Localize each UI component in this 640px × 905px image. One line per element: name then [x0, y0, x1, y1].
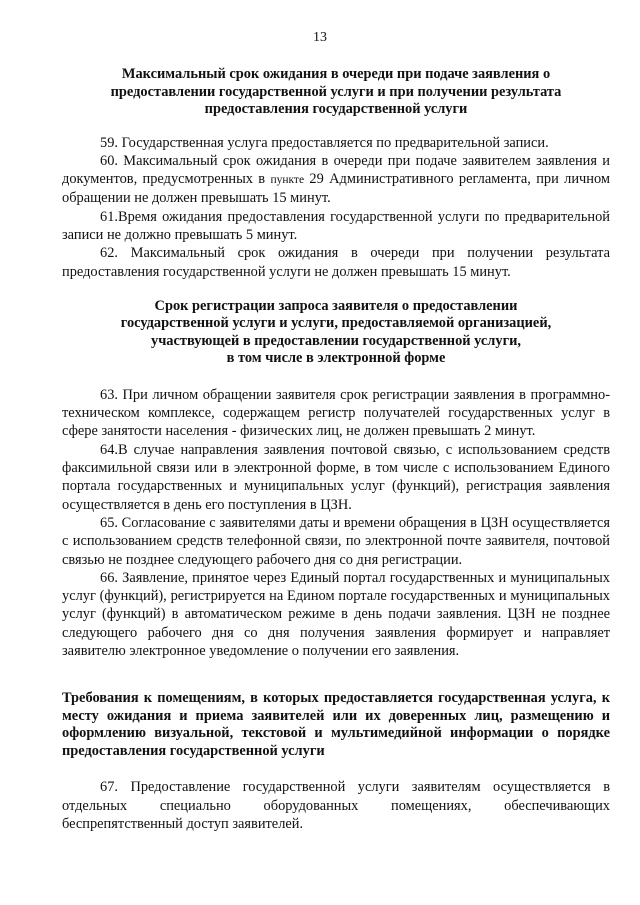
document-body: [62, 66, 610, 833]
heading-line: участвующей в предоставлении государственной услуги,: [151, 332, 521, 349]
paragraph-60-text-start: 60. Максимальный срок ожидания в очереди при подаче заявителем заявления и документов, предусмотренных в: [62, 152, 610, 188]
heading-line: предоставлении государственной услуги и при получении результата: [110, 83, 562, 100]
paragraph-61: 61.Время ожидания предоставления государственной услуги по предварительной записи не должно превышать 5 минут.: [62, 208, 610, 243]
heading-line: государственной услуги и услуги, предоставляемой организацией,: [120, 315, 552, 332]
paragraph-59: 59. Государственная услуга предоставляется по предварительной записи.: [100, 134, 549, 151]
paragraph-63: 63. При личном обращении заявителя срок регистрации заявления в программно-техническом комплексе, содержащем регистр получателей государственных услуг в сфере занятости населения - физических лиц, не должен превышать 2 минут.: [62, 386, 610, 440]
heading-line: Срок регистрации запроса заявителя о предоставлении: [154, 297, 518, 314]
section-heading-registration-time: [62, 298, 610, 368]
paragraph-67: 67. Предоставление государственной услуги заявителям осуществляется в отдельных специально оборудованных помещениях, обеспечивающих беспрепятственный доступ заявителей.: [62, 779, 610, 832]
paragraph-66: 66. Заявление, принятое через Единый портал государственных и муниципальных услуг (функций), регистрируется на Едином портале государственных и муниципальных услуг (функций) в автоматическом режиме в день подачи заявления. ЦЗН не позднее следующего рабочего дня со дня получения заявления формирует и направляет заявителю электронное уведомление о получении его заявления.: [62, 569, 610, 660]
paragraph-64: 64.В случае направления заявления почтовой связью, с использованием средств факсимильной связи или в электронной форме, в том числе с использованием Единого портала государственных и муниципальных услуг (функций), регистрация заявления осуществляется в день его поступления в ЦЗН.: [62, 441, 610, 513]
section-heading-premises-requirements: Требования к помещениям, в которых предоставляется государственная услуга, к месту ожидания и приема заявителей или их доверенных лиц, размещению и оформлению визуальной, текстовой и мультимедийной информации о порядке предоставления государственной услуги: [62, 690, 610, 759]
heading-line: Максимальный срок ожидания в очереди при подаче заявления о: [121, 66, 551, 82]
paragraph-65: 65. Согласование с заявителями даты и времени обращения в ЦЗН осуществляется с использованием средств телефонной связи, по электронной почте заявителя, почтовой связью не позднее следующего рабочего дня со дня регистрации.: [62, 514, 610, 568]
paragraph-60: [62, 152, 610, 208]
heading-line: в том числе в электронной форме: [226, 350, 446, 367]
page-number: 13: [313, 30, 327, 45]
section-heading-queue-time: [62, 66, 610, 119]
heading-line: предоставления государственной услуги: [204, 101, 468, 117]
paragraph-60-small-word: пункте: [270, 174, 305, 187]
paragraph-62: 62. Максимальный срок ожидания в очереди при получении результата предоставления государственной услуги не должен превышать 15 минут.: [62, 245, 610, 280]
paragraph-60-text-end: 29 Административного регламента, при личном обращении не должен превышать 15 минут.: [62, 171, 610, 207]
